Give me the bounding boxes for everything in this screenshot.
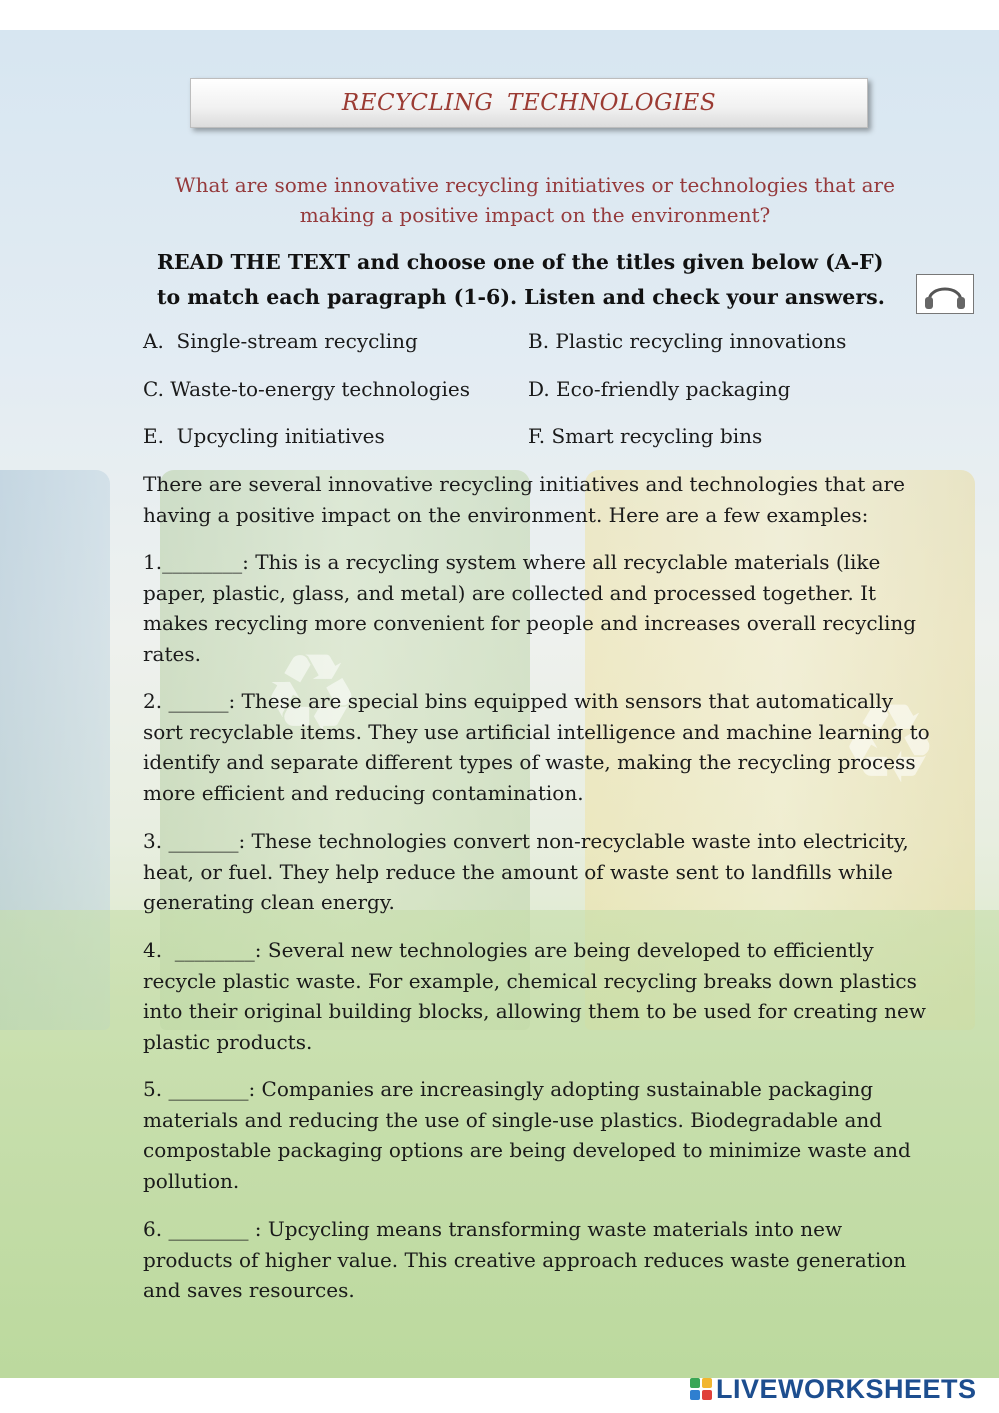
option-item: E. Upcycling initiatives — [143, 424, 385, 448]
recycle-icon: ♻ — [840, 680, 939, 808]
option-item: B. Plastic recycling innovations — [528, 329, 847, 353]
answer-blank[interactable]: 6. ________ — [143, 1217, 255, 1241]
paragraph-2 — [143, 686, 933, 808]
answer-blank[interactable]: 4. ________ — [143, 938, 255, 962]
option-item: C. Waste-to-energy technologies — [143, 376, 470, 401]
paragraph-3 — [143, 826, 933, 918]
paragraph-text: : Upcycling means transforming waste materials into new products of higher value. This creative approach reduces waste generation and saves resources. — [143, 1217, 907, 1302]
option-item: D. Eco-friendly packaging — [528, 376, 791, 401]
paragraph-text: : Several new technologies are being developed to efficiently recycle plastic waste. For example, chemical recycling breaks down plastics into their original building blocks, allowing them to be used for creating new plastic products. — [143, 938, 926, 1054]
page-title: RECYCLING TECHNOLOGIES — [341, 90, 717, 116]
title-banner — [190, 78, 868, 128]
title-options — [143, 325, 903, 468]
option-row — [143, 420, 903, 468]
headphones-audio-button[interactable] — [916, 274, 974, 314]
paragraph-text: : This is a recycling system where all recyclable materials (like paper, plastic, glass, and metal) are collected and processed together. It makes recycling more convenient for people and increases overall recycling rates. — [143, 550, 917, 666]
paragraph-1 — [143, 547, 933, 669]
paragraph-text: : These technologies convert non-recyclable waste into electricity, heat, or fuel. They help reduce the amount of waste sent to landfills while generating clean energy. — [143, 829, 909, 914]
liveworksheets-logo — [690, 1373, 977, 1405]
option-row — [143, 325, 903, 373]
paragraph-5 — [143, 1074, 933, 1196]
option-row — [143, 373, 903, 421]
instruction-line: to match each paragraph (1-6). Listen and check your answers. — [157, 285, 885, 309]
headphones-icon — [917, 275, 973, 313]
answer-blank[interactable]: 5. ________ — [143, 1077, 249, 1101]
paragraph-4 — [143, 935, 933, 1057]
answer-blank[interactable]: 3. _______ — [143, 829, 239, 853]
paragraph-6 — [143, 1214, 933, 1306]
instruction-line: READ THE TEXT and choose one of the titles given below (A-F) — [157, 250, 884, 274]
recycle-icon: ♻ — [262, 630, 361, 758]
logo-icon — [690, 1378, 712, 1400]
paragraph-text: : Companies are increasingly adopting sustainable packaging materials and reducing the use of single-use plastics. Biodegradable and compostable packaging options are being developed to minimize waste and pollution. — [143, 1077, 911, 1193]
guiding-question: What are some innovative recycling initiatives or technologies that are making a positive impact on the environment? — [175, 173, 895, 227]
answer-blank[interactable]: 1.________ — [143, 550, 243, 574]
logo-text: LIVEWORKSHEETS — [716, 1373, 977, 1404]
paragraph-text: : These are special bins equipped with sensors that automatically sort recyclable items. They use artificial intelligence and machine learning to identify and separate different types of waste, making the recycling process more efficient and reducing contamination. — [143, 689, 930, 805]
option-item: A. Single-stream recycling — [143, 329, 418, 353]
instructions — [157, 245, 927, 315]
answer-blank[interactable]: 2. ______ — [143, 689, 229, 713]
intro-paragraph: There are several innovative recycling initiatives and technologies that are having a positive impact on the environment. Here are a few examples: — [143, 472, 905, 527]
option-item: F. Smart recycling bins — [528, 424, 763, 448]
